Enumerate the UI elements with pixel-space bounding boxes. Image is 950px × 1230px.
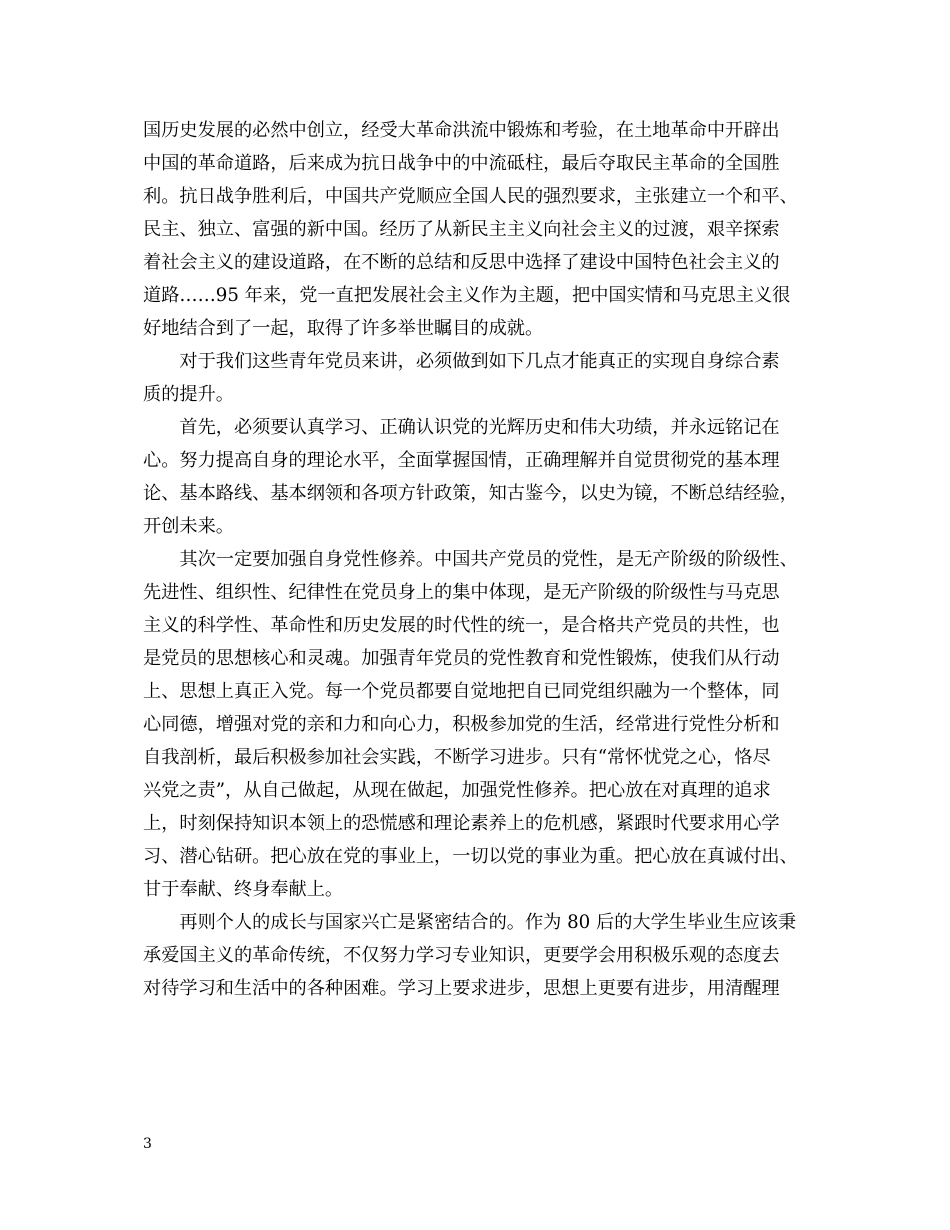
text-line: 兴党之责”，从自己做起，从现在做起，加强党性修养。把心放在对真理的追求: [143, 780, 771, 801]
text-line: 开创未来。: [143, 516, 234, 537]
text-line: 国历史发展的必然中创立，经受大革命洪流中锻炼和考验，在土地革命中开辟出: [143, 120, 780, 141]
text-line: 再则个人的成长与国家兴亡是紧密结合的。作为 80 后的大学生毕业生应该秉: [143, 912, 797, 933]
document-body: [143, 114, 810, 1005]
text-line: 承爱国主义的革命传统，不仅努力学习专业知识，更要学会用积极乐观的态度去: [143, 945, 780, 966]
text-line: 好地结合到了一起，取得了许多举世瞩目的成就。: [143, 318, 544, 339]
text-line: 其次一定要加强自身党性修养。中国共产党员的党性，是无产阶级的阶级性、: [143, 549, 798, 570]
text-line: 习、潜心钻研。把心放在党的事业上，一切以党的事业为重。把心放在真诚付出、: [143, 846, 798, 867]
page-number: 3: [143, 1136, 152, 1152]
text-line: 是党员的思想核心和灵魂。加强青年党员的党性教育和党性锻炼，使我们从行动: [143, 648, 780, 669]
text-line: 上、思想上真正入党。每一个党员都要自觉地把自已同党组织融为一个整体，同: [143, 681, 780, 702]
text-line: 上，时刻保持知识本领上的恐慌感和理论素养上的危机感，紧跟时代要求用心学: [143, 813, 780, 834]
text-line: 中国的革命道路，后来成为抗日战争中的中流砥柱，最后夺取民主革命的全国胜: [143, 153, 780, 174]
text-line: 质的提升。: [143, 384, 234, 405]
text-line: 对于我们这些青年党员来讲，必须做到如下几点才能真正的实现自身综合素: [143, 351, 780, 372]
text-line: 民主、独立、富强的新中国。经历了从新民主主义向社会主义的过渡，艰辛探索: [143, 219, 780, 240]
text-line: 心同德，增强对党的亲和力和向心力，积极参加党的生活，经常进行党性分析和: [143, 714, 780, 735]
text-line: 首先，必须要认真学习、正确认识党的光辉历史和伟大功绩，并永远铭记在: [143, 417, 780, 438]
text-line: 对待学习和生活中的各种困难。学习上要求进步，思想上更要有进步，用清醒理: [143, 978, 780, 999]
text-line: 论、基本路线、基本纲领和各项方针政策，知古鉴今，以史为镜，不断总结经验，: [143, 483, 798, 504]
text-line: 甘于奉献、终身奉献上。: [143, 879, 344, 900]
text-line: 道路……95 年来，党一直把发展社会主义作为主题，把中国实情和马克思主义很: [143, 285, 791, 306]
text-line: 主义的科学性、革命性和历史发展的时代性的统一，是合格共产党员的共性，也: [143, 615, 780, 636]
text-line: 利。抗日战争胜利后，中国共产党顺应全国人民的强烈要求，主张建立一个和平、: [143, 186, 798, 207]
text-line: 自我剖析，最后积极参加社会实践，不断学习进步。只有“常怀忧党之心，恪尽: [143, 747, 771, 768]
text-line: 着社会主义的建设道路，在不断的总结和反思中选择了建设中国特色社会主义的: [143, 252, 780, 273]
text-line: 先进性、组织性、纪律性在党员身上的集中体现，是无产阶级的阶级性与马克思: [143, 582, 780, 603]
text-line: 心。努力提高自身的理论水平，全面掌握国情，正确理解并自觉贯彻党的基本理: [143, 450, 780, 471]
